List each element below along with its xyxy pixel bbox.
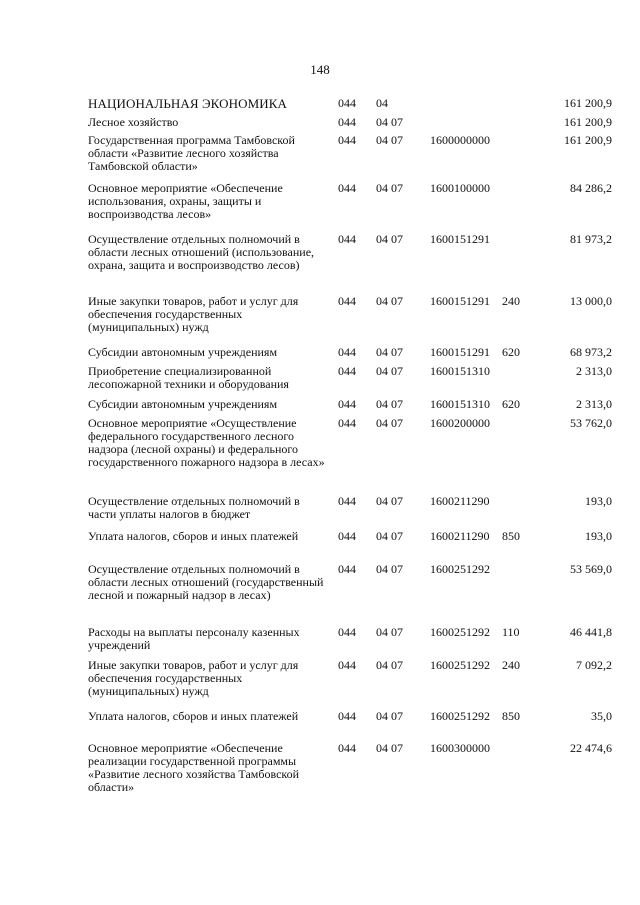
row-grbs: 044	[338, 133, 356, 147]
row-csr: 1600151291	[430, 294, 490, 308]
row-name: Осуществление отдельных полномочий в области лесных отношений (государственный лесной и пожарный надзор в лесах)	[88, 562, 324, 602]
row-razdel: 04 07	[376, 625, 403, 639]
row-csr: 1600151291	[430, 345, 490, 359]
row-sum: 161 200,9	[564, 133, 612, 147]
row-csr: 1600251292	[430, 658, 490, 672]
row-grbs: 044	[338, 562, 356, 576]
row-name: Иные закупки товаров, работ и услуг для обеспечения государственных (муниципальных) нужд	[88, 294, 299, 334]
row-sum: 46 441,8	[570, 625, 612, 639]
row-razdel: 04 07	[376, 741, 403, 755]
row-grbs: 044	[338, 115, 356, 129]
row-grbs: 044	[338, 625, 356, 639]
row-name: Основное мероприятие «Обеспечение использования, охраны, защиты и воспроизводства лесов»	[88, 181, 283, 221]
row-sum: 7 092,2	[576, 658, 612, 672]
row-sum: 68 973,2	[570, 345, 612, 359]
row-vr: 240	[502, 294, 520, 308]
row-grbs: 044	[338, 658, 356, 672]
row-name: Лесное хозяйство	[88, 115, 179, 129]
row-grbs: 044	[338, 529, 356, 543]
row-sum: 193,0	[585, 529, 612, 543]
row-grbs: 044	[338, 181, 356, 195]
row-sum: 193,0	[585, 494, 612, 508]
row-razdel: 04 07	[376, 294, 403, 308]
row-sum: 161 200,9	[564, 96, 612, 110]
row-name: Расходы на выплаты персоналу казенных учреждений	[88, 625, 300, 652]
row-vr: 620	[502, 397, 520, 411]
row-name: Субсидии автономным учреждениям	[88, 397, 278, 411]
row-razdel: 04 07	[376, 345, 403, 359]
row-name: Осуществление отдельных полномочий в области лесных отношений (использование, охрана, защита и воспроизводство лесов)	[88, 232, 315, 272]
row-sum: 81 973,2	[570, 232, 612, 246]
row-name: Уплата налогов, сборов и иных платежей	[88, 709, 299, 723]
row-razdel: 04 07	[376, 529, 403, 543]
row-vr: 240	[502, 658, 520, 672]
row-sum: 35,0	[591, 709, 612, 723]
row-vr: 110	[502, 625, 520, 639]
row-sum: 22 474,6	[570, 741, 612, 755]
row-vr: 620	[502, 345, 520, 359]
row-csr: 1600251292	[430, 709, 490, 723]
row-razdel: 04 07	[376, 562, 403, 576]
row-name: Осуществление отдельных полномочий в части уплаты налогов в бюджет	[88, 494, 300, 521]
row-csr: 1600151310	[430, 364, 490, 378]
row-grbs: 044	[338, 709, 356, 723]
row-razdel: 04 07	[376, 181, 403, 195]
row-csr: 1600211290	[430, 494, 490, 508]
row-vr: 850	[502, 709, 520, 723]
row-name: Государственная программа Тамбовской области «Развитие лесного хозяйства Тамбовской области»	[88, 133, 295, 173]
row-name: НАЦИОНАЛЬНАЯ ЭКОНОМИКА	[88, 96, 287, 111]
row-grbs: 044	[338, 494, 356, 508]
row-grbs: 044	[338, 294, 356, 308]
row-razdel: 04 07	[376, 658, 403, 672]
row-razdel: 04 07	[376, 115, 403, 129]
row-grbs: 044	[338, 741, 356, 755]
row-grbs: 044	[338, 232, 356, 246]
row-csr: 1600251292	[430, 562, 490, 576]
row-sum: 13 000,0	[570, 294, 612, 308]
row-sum: 53 569,0	[570, 562, 612, 576]
row-sum: 53 762,0	[570, 416, 612, 430]
page-number: 148	[310, 62, 330, 77]
row-csr: 1600200000	[430, 416, 490, 430]
row-name: Субсидии автономным учреждениям	[88, 345, 278, 359]
row-razdel: 04 07	[376, 416, 403, 430]
row-sum: 2 313,0	[576, 364, 612, 378]
row-razdel: 04 07	[376, 364, 403, 378]
row-razdel: 04 07	[376, 232, 403, 246]
row-grbs: 044	[338, 96, 356, 110]
row-name: Иные закупки товаров, работ и услуг для обеспечения государственных (муниципальных) нужд	[88, 658, 299, 698]
row-csr: 1600151291	[430, 232, 490, 246]
row-sum: 84 286,2	[570, 181, 612, 195]
row-name: Основное мероприятие «Обеспечение реализации государственной программы «Развитие лесного хозяйства Тамбовской области»	[88, 741, 300, 794]
row-razdel: 04	[376, 96, 388, 110]
row-csr: 1600100000	[430, 181, 490, 195]
row-csr: 1600151310	[430, 397, 490, 411]
row-razdel: 04 07	[376, 133, 403, 147]
row-vr: 850	[502, 529, 520, 543]
row-razdel: 04 07	[376, 397, 403, 411]
row-csr: 1600000000	[430, 133, 490, 147]
row-sum: 161 200,9	[564, 115, 612, 129]
row-sum: 2 313,0	[576, 397, 612, 411]
row-grbs: 044	[338, 416, 356, 430]
row-name: Основное мероприятие «Осуществление федерального государственного лесного надзора (лесной охраны) и федерального государственного пожарного надзора в лесах»	[88, 416, 325, 469]
row-grbs: 044	[338, 364, 356, 378]
row-csr: 1600300000	[430, 741, 490, 755]
row-razdel: 04 07	[376, 709, 403, 723]
row-razdel: 04 07	[376, 494, 403, 508]
row-name: Уплата налогов, сборов и иных платежей	[88, 529, 299, 543]
row-csr: 1600211290	[430, 529, 490, 543]
row-grbs: 044	[338, 345, 356, 359]
row-grbs: 044	[338, 397, 356, 411]
row-name: Приобретение специализированной лесопожарной техники и оборудования	[88, 364, 289, 391]
row-csr: 1600251292	[430, 625, 490, 639]
